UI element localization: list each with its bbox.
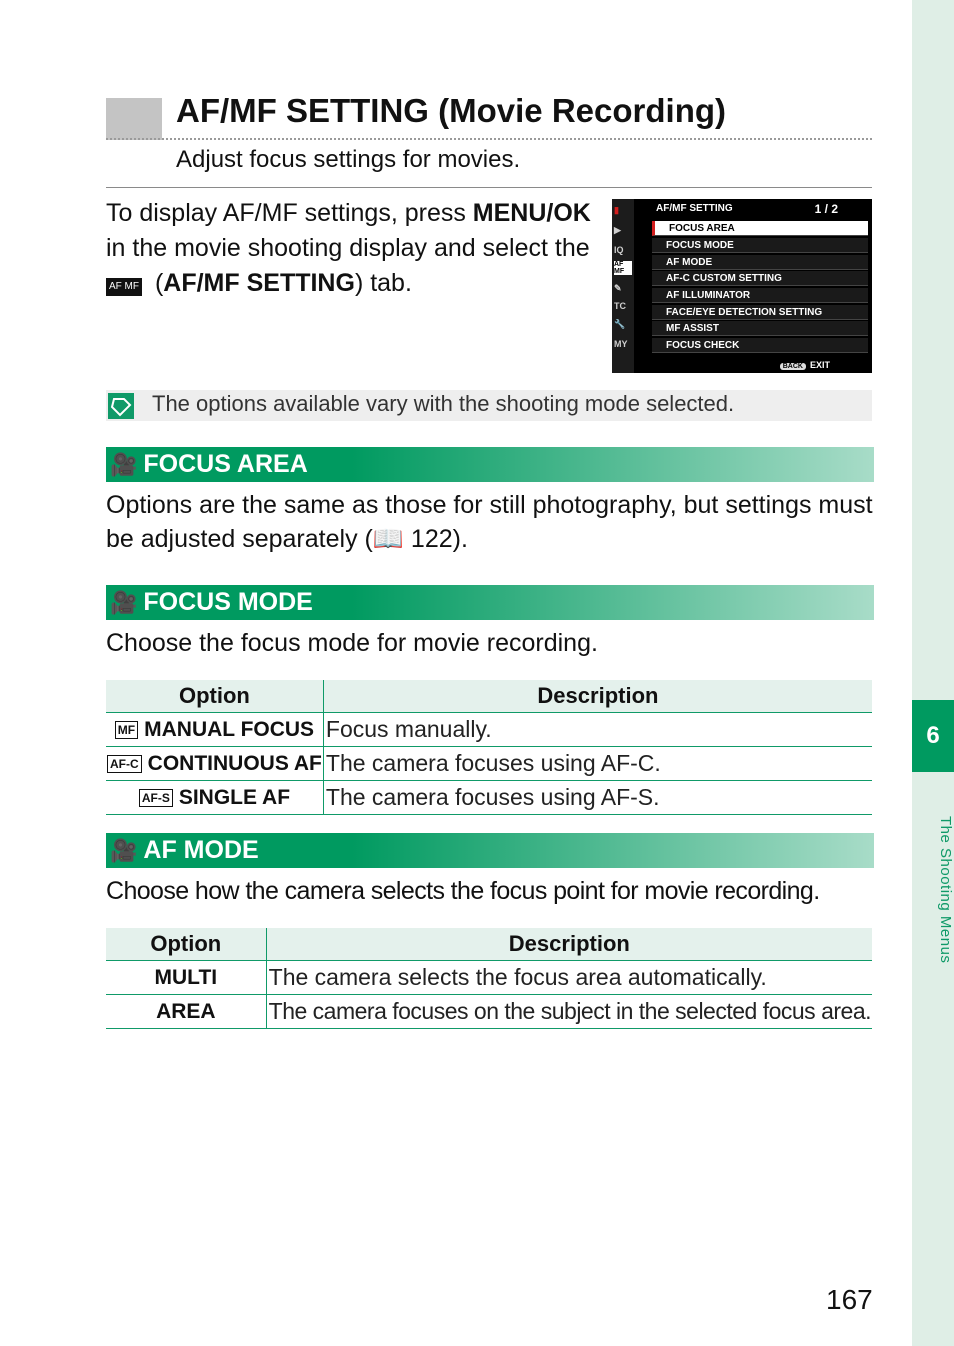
af-mf-tab-icon: AF MF [106,278,142,296]
camera-menu-screenshot [612,199,872,373]
table-header-row [106,928,872,961]
camera-back-button: BACK [780,363,806,370]
table-row [106,747,872,781]
column-header-description: Description [323,680,872,713]
page-title: AF/MF SETTING (Movie Recording) [176,92,726,129]
camera-tab-tc: TC [614,301,626,311]
movie-camera-icon: 🎥 [110,452,138,477]
intro-text-2: in the movie shooting display and select the [106,234,590,262]
mf-icon: MF [115,721,138,739]
title-marker-box [106,98,162,140]
option-cell [106,713,323,747]
column-header-description: Description [266,928,872,961]
focus-mode-table [106,680,872,815]
camera-menu-page: 1 / 2 [814,202,838,216]
table-row [106,995,872,1029]
description-cell: The camera focuses on the subject in the selected focus area. [266,995,872,1029]
page-number: 167 [826,1284,873,1315]
option-cell: MULTI [106,961,266,995]
description-cell: The camera focuses using AF-C. [323,747,872,781]
menu-ok-key: MENU/OK [472,199,591,227]
camera-pencil-icon: ✎ [614,283,622,293]
intro-text-4: ) tab. [354,269,412,297]
description-cell: The camera focuses using AF-S. [323,781,872,815]
intro-paragraph [106,196,606,301]
camera-item-focus-check: FOCUS CHECK [652,338,868,353]
page-subtitle: Adjust focus settings for movies. [176,146,521,173]
section-focus-area-header [106,447,874,482]
intro-text-1: To display AF/MF settings, press [106,199,473,227]
camera-record-icon: ▮ [614,205,619,215]
movie-camera-icon: 🎥 [110,838,138,863]
camera-exit-hint [780,360,830,370]
camera-exit-label: EXIT [809,360,830,370]
option-label: SINGLE AF [178,785,291,809]
option-label: CONTINUOUS AF [147,751,322,775]
afc-icon: AF-C [107,755,142,773]
note-text: The options available vary with the shooting mode selected. [152,391,735,416]
column-header-option: Option [106,680,323,713]
camera-movie-icon: ▶ [614,225,621,235]
title-divider [106,138,872,140]
table-row [106,781,872,815]
camera-item-face-eye: FACE/EYE DETECTION SETTING [652,305,868,320]
section-af-mode-header [106,833,874,868]
option-cell [106,747,323,781]
section-focus-mode-title: FOCUS MODE [143,588,313,616]
description-cell: Focus manually. [323,713,872,747]
option-cell [106,781,323,815]
camera-item-afc-custom: AF-C CUSTOM SETTING [652,271,868,286]
table-header-row [106,680,872,713]
option-label: MANUAL FOCUS [144,717,315,741]
section-focus-area-title: FOCUS AREA [143,450,308,478]
intro-text-3: ( [148,269,164,297]
focus-area-page-ref[interactable]: 122). [403,525,468,553]
section-focus-mode-header [106,585,874,620]
description-cell: The camera selects the focus area automatically. [266,961,872,995]
camera-wrench-icon: 🔧 [614,319,626,329]
chapter-side-band [912,0,954,1346]
camera-item-af-illuminator: AF ILLUMINATOR [652,288,868,303]
focus-area-text-main: Options are the same as those for still photography, but settings must be adjusted separately ( [106,491,873,553]
camera-menu-title: AF/MF SETTING [656,203,733,214]
table-row [106,713,872,747]
af-mode-table [106,928,872,1029]
table-row [106,961,872,995]
camera-item-af-mode: AF MODE [652,255,868,270]
afs-icon: AF-S [139,789,173,807]
note-box [106,390,872,421]
book-icon: 📖 [372,525,404,553]
chapter-number-tab[interactable]: 6 [912,700,954,772]
movie-camera-icon: 🎥 [110,590,138,615]
focus-mode-text: Choose the focus mode for movie recording. [106,629,598,657]
intro-tab-name: AF/MF SETTING [163,269,355,297]
camera-item-mf-assist: MF ASSIST [652,321,868,336]
camera-tab-iq: IQ [614,245,624,255]
camera-tab-afmf: AF MF [614,261,632,275]
af-mode-text: Choose how the camera selects the focus point for movie recording. [106,877,820,905]
option-cell: AREA [106,995,266,1029]
column-header-option: Option [106,928,266,961]
camera-item-focus-area: FOCUS AREA [652,221,868,236]
section-af-mode-title: AF MODE [143,836,259,864]
subtitle-divider [106,187,872,188]
focus-area-text [106,488,874,556]
note-icon [108,393,134,419]
camera-side-tabs [612,199,634,373]
chapter-label: The Shooting Menus [937,816,954,964]
camera-tab-my: MY [614,339,628,349]
camera-item-focus-mode: FOCUS MODE [652,238,868,253]
